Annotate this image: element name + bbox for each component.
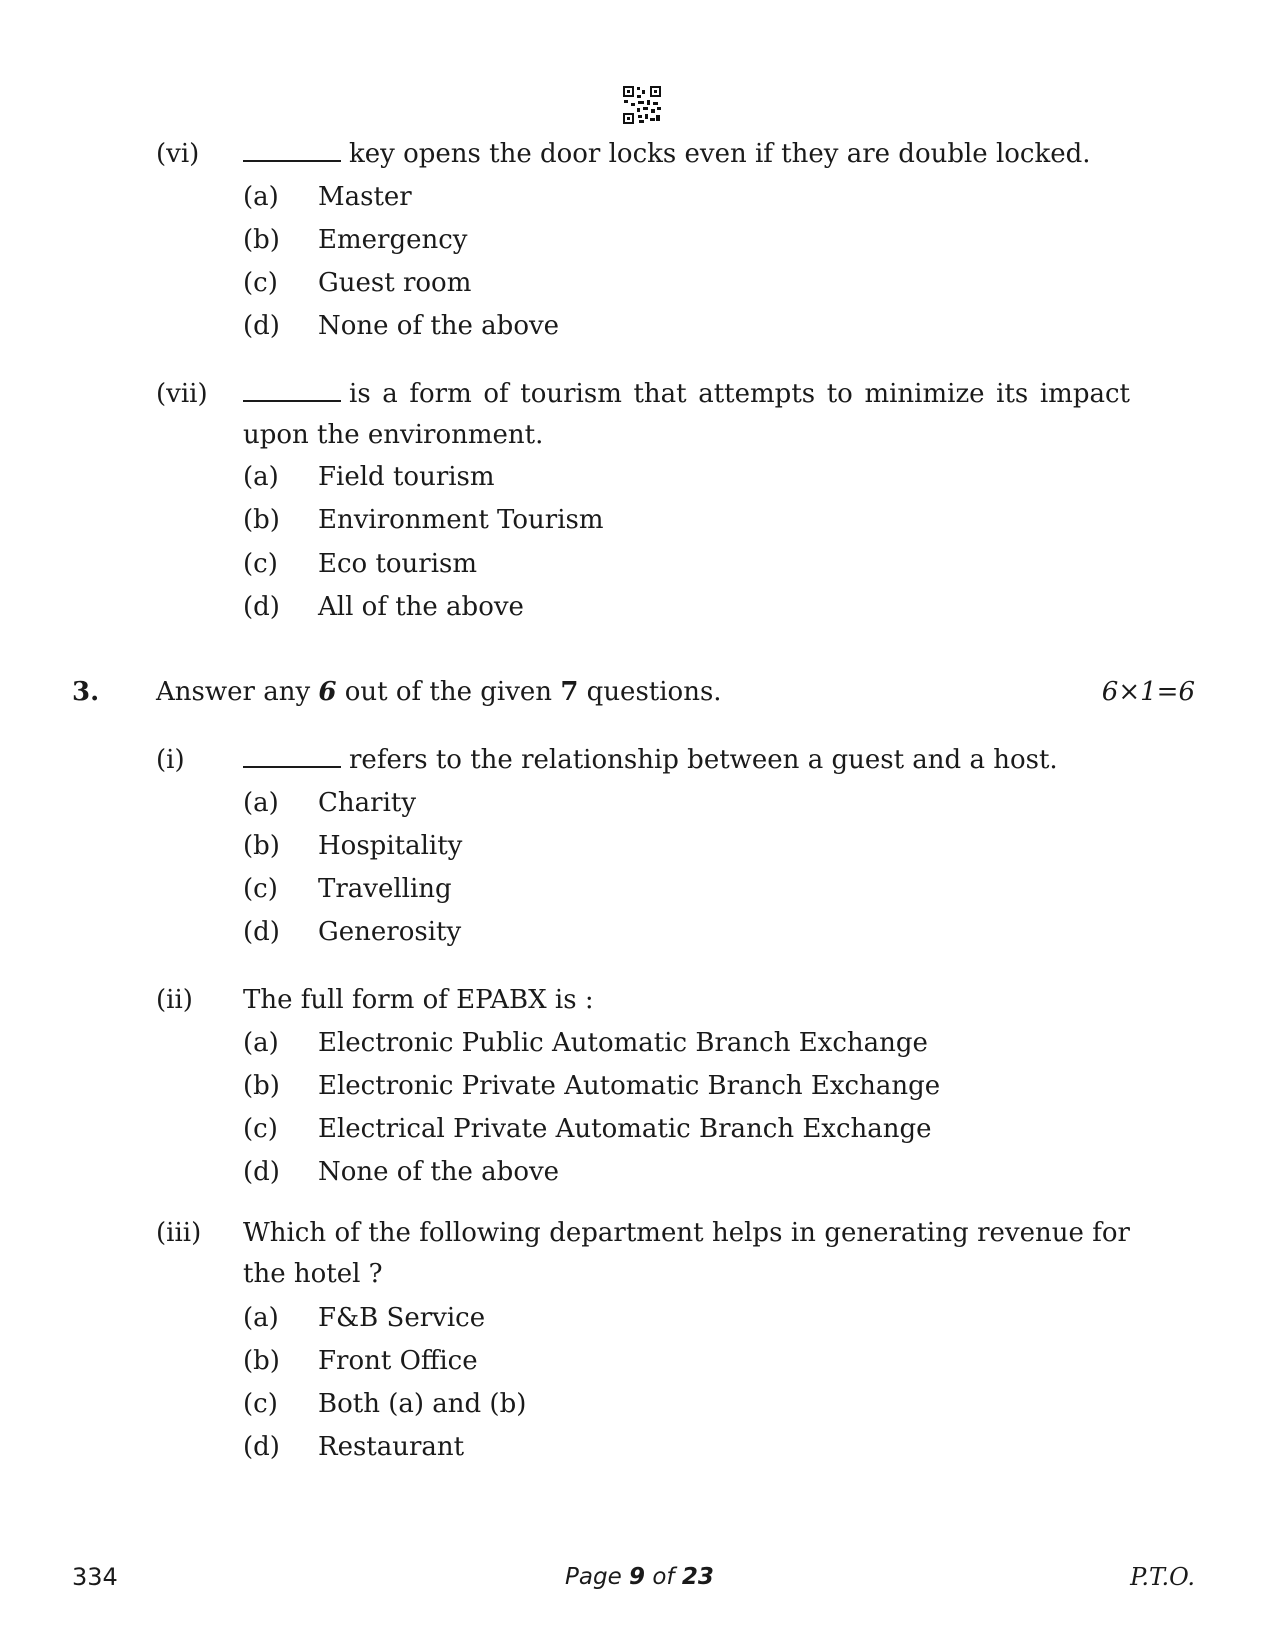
section-number: 3. xyxy=(72,677,100,707)
page-number: Page 9 of 23 xyxy=(565,1564,714,1590)
option-text: Electronic Public Automatic Branch Exchange xyxy=(318,1028,928,1058)
option-label: (b) xyxy=(243,831,280,861)
option-text: None of the above xyxy=(318,1157,560,1187)
option-label: (d) xyxy=(243,592,280,622)
marks-allocation: 6×1=6 xyxy=(1101,677,1195,707)
option-label: (a) xyxy=(243,1028,279,1058)
option-label: (d) xyxy=(243,917,280,947)
question-text: The full form of EPABX is : xyxy=(243,985,594,1015)
option-label: (d) xyxy=(243,1157,280,1187)
option-text: Electrical Private Automatic Branch Exchange xyxy=(318,1114,932,1144)
option-text: Travelling xyxy=(318,874,452,904)
option-label: (c) xyxy=(243,1114,278,1144)
option-text: Both (a) and (b) xyxy=(318,1389,527,1419)
question-stem xyxy=(243,745,1058,775)
option-label: (a) xyxy=(243,788,279,818)
question-number: (i) xyxy=(156,745,185,775)
option-text: Hospitality xyxy=(318,831,463,861)
option-text: Eco tourism xyxy=(318,549,478,579)
option-text: Generosity xyxy=(318,917,462,947)
option-label: (d) xyxy=(243,1432,280,1462)
answer-blank xyxy=(243,142,341,162)
option-label: (a) xyxy=(243,1303,279,1333)
option-text: None of the above xyxy=(318,311,560,341)
qr-code-icon xyxy=(622,85,662,125)
option-label: (b) xyxy=(243,1346,280,1376)
option-text: Field tourism xyxy=(318,462,495,492)
option-text: Restaurant xyxy=(318,1432,465,1462)
option-label: (b) xyxy=(243,505,280,535)
question-number: (iii) xyxy=(156,1218,202,1248)
option-text: Guest room xyxy=(318,268,472,298)
option-label: (a) xyxy=(243,462,279,492)
question-text-continued: the hotel ? xyxy=(243,1259,383,1289)
answer-blank xyxy=(243,382,341,402)
option-label: (b) xyxy=(243,1071,280,1101)
option-label: (b) xyxy=(243,225,280,255)
question-text: key opens the door locks even if they are double locked. xyxy=(349,139,1091,169)
question-number: (vi) xyxy=(156,139,200,169)
option-label: (c) xyxy=(243,268,278,298)
question-stem xyxy=(243,379,1130,409)
option-label: (c) xyxy=(243,1389,278,1419)
option-text: Master xyxy=(318,182,412,212)
question-text: Which of the following department helps in generating revenue for xyxy=(243,1218,1130,1248)
option-label: (d) xyxy=(243,311,280,341)
option-text: All of the above xyxy=(318,592,524,622)
please-turn-over: P.T.O. xyxy=(1130,1563,1195,1591)
question-number: (vii) xyxy=(156,379,208,409)
option-text: F&B Service xyxy=(318,1303,486,1333)
section-instruction: Answer any 6 out of the given 7 questions. xyxy=(156,677,722,707)
question-text: refers to the relationship between a guest and a host. xyxy=(349,745,1058,775)
option-text: Environment Tourism xyxy=(318,505,604,535)
question-text: is a form of tourism that attempts to minimize its impact xyxy=(349,379,1130,409)
question-number: (ii) xyxy=(156,985,193,1015)
option-text: Charity xyxy=(318,788,417,818)
option-text: Front Office xyxy=(318,1346,478,1376)
option-label: (c) xyxy=(243,874,278,904)
paper-code: 334 xyxy=(72,1563,118,1591)
option-text: Electronic Private Automatic Branch Exchange xyxy=(318,1071,941,1101)
answer-blank xyxy=(243,748,341,768)
option-label: (c) xyxy=(243,549,278,579)
option-label: (a) xyxy=(243,182,279,212)
question-text-continued: upon the environment. xyxy=(243,420,544,450)
question-stem xyxy=(243,139,1091,169)
option-text: Emergency xyxy=(318,225,468,255)
